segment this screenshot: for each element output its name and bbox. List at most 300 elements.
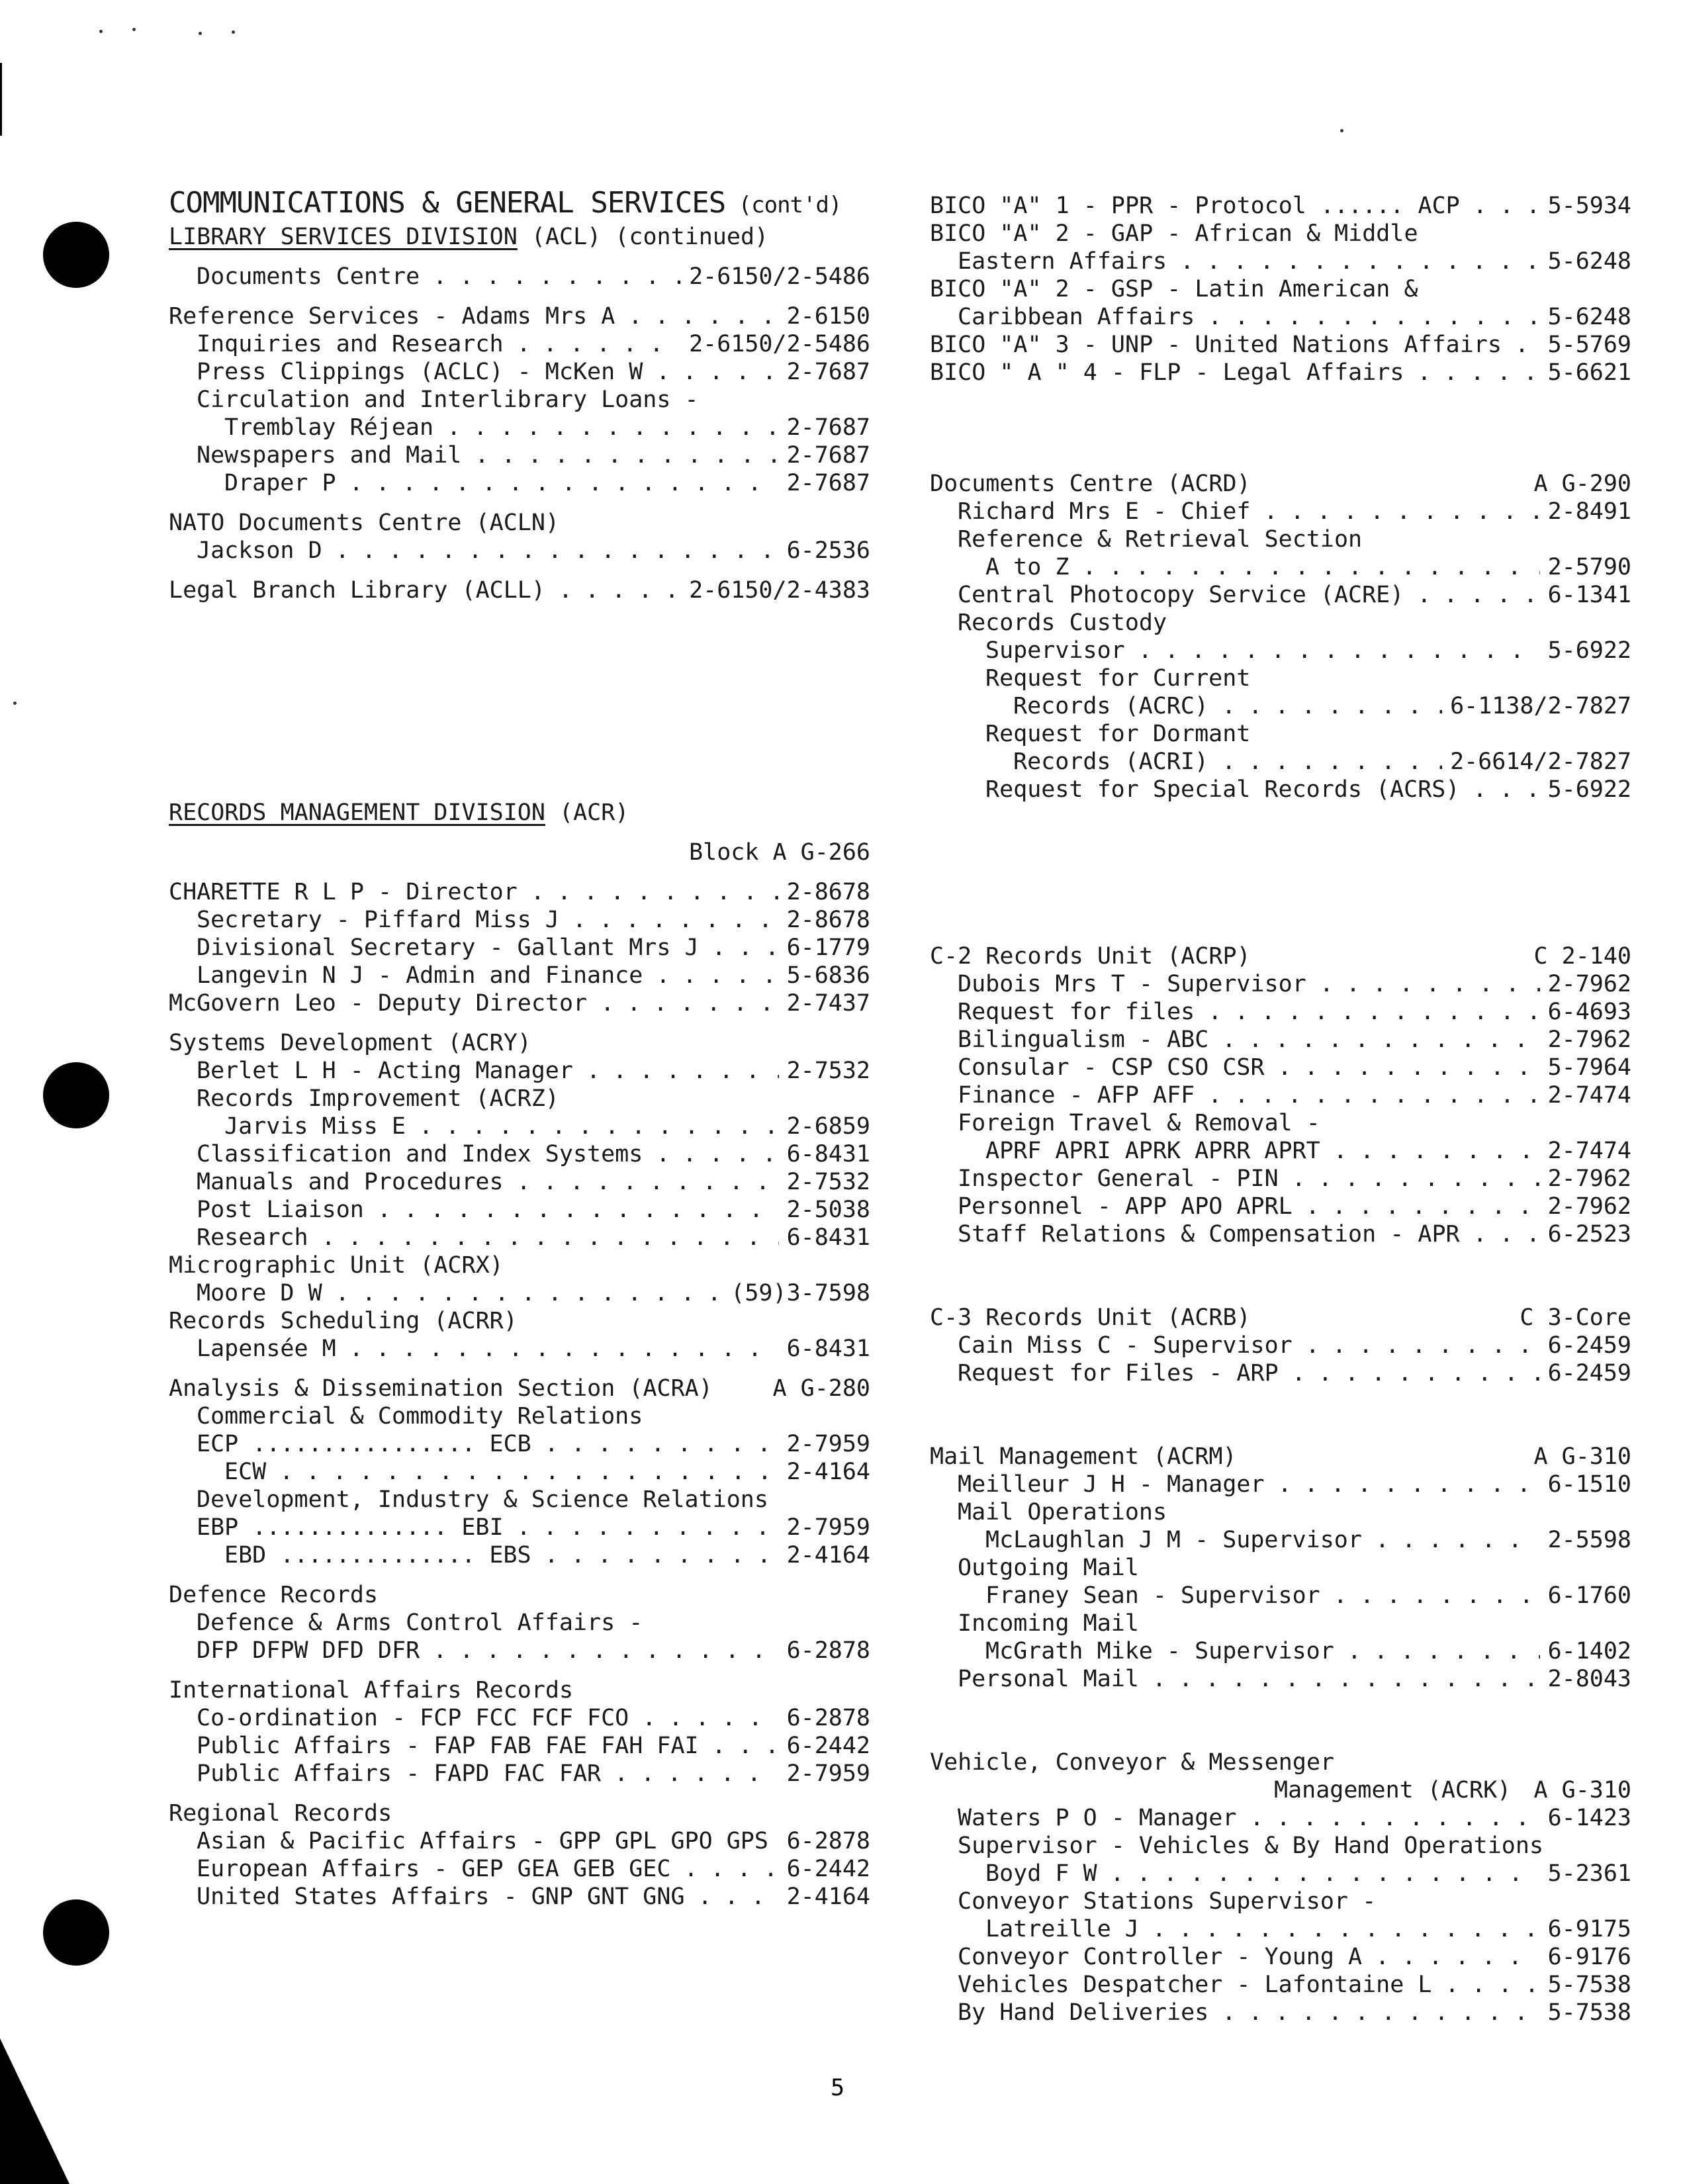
entry-label: Boyd F W . . . xyxy=(985,1860,1631,1888)
entry-label: Dubois Mrs T - Supervisor . . . xyxy=(958,970,1631,998)
directory-entry xyxy=(930,581,1631,609)
spacer xyxy=(169,866,870,878)
entry-phone: 6-8431 xyxy=(779,1224,870,1251)
entry-phone: 6-1510 xyxy=(1540,1471,1631,1498)
entry-phone: 5-6836 xyxy=(779,962,870,989)
entry-label: Manuals and Procedures . . . xyxy=(197,1168,870,1196)
entry-label: NATO Documents Centre (ACLN) xyxy=(169,510,560,536)
directory-entry xyxy=(169,441,870,469)
entry-phone: A G-290 xyxy=(1525,470,1631,498)
entry-label: Request for Special Records (ACRS) . . . xyxy=(985,776,1631,803)
entry-label: Defence & Arms Control Affairs - xyxy=(197,1610,643,1636)
directory-entry xyxy=(930,942,1631,970)
entry-label: Supervisor . . . xyxy=(985,637,1631,664)
directory-entry xyxy=(930,1554,1631,1582)
binder-hole xyxy=(43,1062,109,1128)
scan-speck xyxy=(199,32,202,35)
entry-label: Circulation and Interlibrary Loans - xyxy=(197,387,699,413)
directory-entry xyxy=(169,1514,870,1541)
directory-entry xyxy=(930,1582,1631,1610)
directory-entry xyxy=(169,537,870,565)
entry-label: C-2 Records Unit (ACRP) xyxy=(930,943,1251,970)
scan-edge-mark xyxy=(0,63,2,136)
directory-entry xyxy=(169,1458,870,1486)
directory-entry xyxy=(169,1057,870,1085)
entry-label: Cain Miss C - Supervisor . . . xyxy=(958,1332,1631,1359)
directory-entry xyxy=(930,1471,1631,1498)
left-column xyxy=(169,185,870,1911)
entry-phone: 2-7687 xyxy=(779,441,870,469)
entry-label: Incoming Mail xyxy=(958,1610,1139,1637)
directory-entry xyxy=(930,692,1631,720)
directory-entry xyxy=(169,1581,870,1609)
entry-phone: 5-6922 xyxy=(1540,776,1631,803)
directory-entry xyxy=(930,1220,1631,1248)
entry-phone: 2-7687 xyxy=(779,358,870,386)
page-number: 5 xyxy=(831,2075,845,2101)
directory-entry xyxy=(930,1304,1631,1332)
entry-phone: 2-7437 xyxy=(779,989,870,1017)
entry-phone: 2-6150/2-5486 xyxy=(681,263,870,291)
directory-entry xyxy=(930,609,1631,637)
entry-phone: 5-6922 xyxy=(1540,637,1631,664)
entry-phone: 2-4164 xyxy=(779,1541,870,1569)
scan-speck xyxy=(1340,129,1343,132)
entry-phone: 5-6248 xyxy=(1540,248,1631,275)
directory-entry xyxy=(930,498,1631,525)
entry-phone: 6-1402 xyxy=(1540,1637,1631,1665)
directory-entry xyxy=(169,1760,870,1788)
spacer xyxy=(169,1363,870,1375)
directory-entry xyxy=(930,1637,1631,1665)
heading-suffix: (cont'd) xyxy=(725,192,842,218)
entry-phone: C 2-140 xyxy=(1525,942,1631,970)
entry-label: Latreille J . . . xyxy=(985,1915,1631,1943)
directory-entry xyxy=(930,248,1631,275)
directory-entry xyxy=(930,1749,1631,1776)
entry-label: Lapensée M . . . xyxy=(197,1335,870,1363)
directory-entry xyxy=(930,720,1631,748)
entry-phone: 2-6150/2-5486 xyxy=(681,330,870,358)
entry-label: Bilingualism - ABC . . . xyxy=(958,1026,1631,1054)
directory-entry xyxy=(169,1113,870,1140)
entry-label: Classification and Index Systems . . . xyxy=(197,1140,870,1168)
entry-label: McLaughlan J M - Supervisor . . . xyxy=(985,1526,1631,1554)
entry-label: Mail Management (ACRM) xyxy=(930,1443,1237,1470)
directory-entry xyxy=(930,1888,1631,1915)
entry-label: Post Liaison . . . xyxy=(197,1196,870,1224)
entry-phone: 2-7962 xyxy=(1540,970,1631,998)
entry-label: Conveyor Stations Supervisor - xyxy=(958,1888,1377,1915)
heading-text: COMMUNICATIONS & GENERAL SERVICES xyxy=(169,186,726,220)
section-spacer xyxy=(930,803,1631,942)
entry-label: Research . . . xyxy=(197,1224,870,1251)
entry-label: Franey Sean - Supervisor . . . xyxy=(985,1582,1631,1610)
entry-label: Moore D W . . . xyxy=(197,1279,870,1307)
directory-entry xyxy=(169,1140,870,1168)
directory-entry xyxy=(930,1943,1631,1971)
directory-entry xyxy=(930,1137,1631,1165)
directory-entry xyxy=(930,553,1631,581)
directory-entry xyxy=(930,331,1631,359)
directory-entry xyxy=(169,1168,870,1196)
directory-entry xyxy=(169,906,870,934)
entry-label: Reference & Retrieval Section xyxy=(958,526,1363,553)
entry-label: EBD .............. EBS . . . xyxy=(224,1541,870,1569)
entry-label: Defence Records xyxy=(169,1582,379,1608)
entry-phone: Block A G-266 xyxy=(681,839,870,866)
directory-entry xyxy=(169,1430,870,1458)
entry-label: Analysis & Dissemination Section (ACRA) xyxy=(169,1375,713,1402)
spacer xyxy=(169,827,870,839)
entry-phone: 6-2459 xyxy=(1540,1332,1631,1359)
scan-speck xyxy=(232,30,235,34)
entry-phone: 5-7964 xyxy=(1540,1054,1631,1081)
directory-entry xyxy=(930,664,1631,692)
entry-phone: 2-7532 xyxy=(779,1168,870,1196)
entry-phone: 6-2442 xyxy=(779,1732,870,1760)
directory-entry xyxy=(169,1704,870,1732)
directory-entry xyxy=(169,263,870,291)
entry-label: Request for Dormant xyxy=(985,721,1251,747)
entry-label: Newspapers and Mail . . . xyxy=(197,441,870,469)
spacer xyxy=(169,291,870,302)
entry-phone: 6-8431 xyxy=(779,1335,870,1363)
entry-phone: 2-7962 xyxy=(1540,1165,1631,1193)
entry-label: Documents Centre (ACRD) xyxy=(930,471,1251,497)
entry-label: Caribbean Affairs . . . xyxy=(958,303,1631,331)
entry-label: Records Scheduling (ACRR) xyxy=(169,1308,518,1334)
entry-phone: 6-2536 xyxy=(779,537,870,565)
entry-label: Vehicle, Conveyor & Messenger xyxy=(930,1749,1335,1776)
entry-label: Legal Branch Library (ACLL) . . . xyxy=(169,576,870,604)
entry-phone: 2-6614/2-7827 xyxy=(1442,748,1631,776)
entry-phone: 2-4164 xyxy=(779,1458,870,1486)
entry-label: Divisional Secretary - Gallant Mrs J . . . xyxy=(197,934,870,962)
directory-entry xyxy=(169,414,870,441)
entry-label: EBP .............. EBI . . . xyxy=(197,1514,870,1541)
entry-label: Outgoing Mail xyxy=(958,1555,1139,1581)
directory-entry xyxy=(169,1827,870,1855)
entry-label: Berlet L H - Acting Manager . . . xyxy=(197,1057,870,1085)
entry-label: Records Custody xyxy=(958,610,1167,636)
directory-entry xyxy=(930,1804,1631,1832)
entry-label: Inspector General - PIN . . . xyxy=(958,1165,1631,1193)
entry-phone: 2-6859 xyxy=(779,1113,870,1140)
entry-phone: 2-5790 xyxy=(1540,553,1631,581)
entry-label: Management (ACRK) xyxy=(1274,1777,1512,1803)
directory-entry xyxy=(930,1971,1631,1999)
division-code: (ACL) (continued) xyxy=(517,224,769,250)
directory-entry xyxy=(930,1026,1631,1054)
directory-entry xyxy=(930,776,1631,803)
division-code: (ACR) xyxy=(545,799,629,826)
entry-label: ECW . . . xyxy=(224,1458,870,1486)
entry-label: Personnel - APP APO APRL . . . xyxy=(958,1193,1631,1220)
directory-entry xyxy=(930,748,1631,776)
directory-entry xyxy=(169,1251,870,1279)
entry-phone: 2-8678 xyxy=(779,878,870,906)
directory-entry xyxy=(169,1029,870,1057)
entry-phone: 2-6150 xyxy=(779,302,870,330)
directory-entry xyxy=(169,1196,870,1224)
entry-label: Personal Mail . . . xyxy=(958,1665,1631,1693)
entry-label: Foreign Travel & Removal - xyxy=(958,1110,1320,1136)
entry-phone: 2-5038 xyxy=(779,1196,870,1224)
entry-phone: 2-7532 xyxy=(779,1057,870,1085)
entry-label: A to Z . . . xyxy=(985,553,1631,581)
directory-entry xyxy=(930,1498,1631,1526)
entry-label: BICO "A" 3 - UNP - United Nations Affairs . . . xyxy=(930,331,1631,359)
entry-phone: 6-2459 xyxy=(1540,1359,1631,1387)
entry-phone: 5-5769 xyxy=(1540,331,1631,359)
directory-entry xyxy=(169,1855,870,1883)
directory-entry xyxy=(169,469,870,497)
scan-corner-mark xyxy=(0,2038,69,2184)
entry-label: Request for files . . . xyxy=(958,998,1631,1026)
section-spacer xyxy=(930,1693,1631,1749)
entry-label: Tremblay Réjean . . . xyxy=(224,414,870,441)
directory-entry xyxy=(930,1832,1631,1860)
directory-entry xyxy=(169,1307,870,1335)
entry-phone: A G-280 xyxy=(764,1375,870,1402)
entry-label: Langevin N J - Admin and Finance . . . xyxy=(197,962,870,989)
directory-entry xyxy=(930,470,1631,498)
entry-phone: 2-7474 xyxy=(1540,1081,1631,1109)
section-heading xyxy=(169,185,870,223)
spacer xyxy=(169,1017,870,1029)
section-spacer xyxy=(930,1387,1631,1443)
directory-entry xyxy=(930,359,1631,387)
entry-phone: 2-7687 xyxy=(779,469,870,497)
entry-label: BICO "A" 2 - GAP - African & Middle xyxy=(930,220,1418,247)
entry-label: Jarvis Miss E . . . xyxy=(224,1113,870,1140)
directory-entry xyxy=(169,1637,870,1664)
directory-entry xyxy=(930,1610,1631,1637)
entry-phone: 5-7538 xyxy=(1540,1999,1631,2026)
entry-phone: 2-7687 xyxy=(779,414,870,441)
entry-label: Records (ACRI) . . . xyxy=(1013,748,1631,776)
entry-label: Meilleur J H - Manager . . . xyxy=(958,1471,1631,1498)
entry-label: C-3 Records Unit (ACRB) xyxy=(930,1304,1251,1331)
directory-entry xyxy=(169,1883,870,1911)
entry-phone: 6-8431 xyxy=(779,1140,870,1168)
entry-label: Central Photocopy Service (ACRE) . . . xyxy=(958,581,1631,609)
directory-entry xyxy=(169,509,870,537)
entry-phone: 5-2361 xyxy=(1540,1860,1631,1888)
entry-phone: 2-7474 xyxy=(1540,1137,1631,1165)
entry-phone: 6-1341 xyxy=(1540,581,1631,609)
entry-phone: 6-2878 xyxy=(779,1827,870,1855)
directory-entry xyxy=(930,303,1631,331)
directory-entry xyxy=(930,1526,1631,1554)
directory-entry xyxy=(169,1335,870,1363)
directory-entry xyxy=(930,1860,1631,1888)
entry-phone: 2-6150/2-4383 xyxy=(681,576,870,604)
entry-phone: 6-1779 xyxy=(779,934,870,962)
entry-phone: 6-9175 xyxy=(1540,1915,1631,1943)
entry-phone: 2-7959 xyxy=(779,1430,870,1458)
entry-phone: 6-1138/2-7827 xyxy=(1442,692,1631,720)
entry-label: Waters P O - Manager . . . xyxy=(958,1804,1631,1832)
entry-label: Request for Current xyxy=(985,665,1251,692)
entry-label: Press Clippings (ACLC) - McKen W . . . xyxy=(197,358,870,386)
entry-label: Public Affairs - FAP FAB FAE FAH FAI . . . xyxy=(197,1732,870,1760)
directory-entry xyxy=(169,1732,870,1760)
directory-entry xyxy=(169,839,870,866)
entry-label: Draper P . . . xyxy=(224,469,870,497)
entry-label: By Hand Deliveries . . . xyxy=(958,1999,1631,2026)
directory-entry xyxy=(169,302,870,330)
entry-label: McGrath Mike - Supervisor . . . xyxy=(985,1637,1631,1665)
spacer xyxy=(169,497,870,509)
entry-phone: 6-4693 xyxy=(1540,998,1631,1026)
entry-label: Records (ACRC) . . . xyxy=(1013,692,1631,720)
entry-label: Richard Mrs E - Chief . . . xyxy=(958,498,1631,525)
entry-phone: 2-7959 xyxy=(779,1760,870,1788)
entry-label: CHARETTE R L P - Director . . . xyxy=(169,878,870,906)
directory-entry xyxy=(169,358,870,386)
entry-label: Vehicles Despatcher - Lafontaine L . . . xyxy=(958,1971,1631,1999)
entry-label: European Affairs - GEP GEA GEB GEC . . . xyxy=(197,1855,870,1883)
entry-label: Records Improvement (ACRZ) xyxy=(197,1085,559,1112)
spacer xyxy=(169,1664,870,1676)
entry-phone: A G-310 xyxy=(1525,1443,1631,1471)
entry-label: Finance - AFP AFF . . . xyxy=(958,1081,1631,1109)
division-name: RECORDS MANAGEMENT DIVISION xyxy=(169,799,545,826)
directory-entry xyxy=(930,1665,1631,1693)
directory-entry xyxy=(169,1486,870,1514)
entry-label: Mail Operations xyxy=(958,1499,1167,1525)
directory-entry xyxy=(169,386,870,414)
entry-label: BICO "A" 1 - PPR - Protocol ...... ACP . . . xyxy=(930,192,1631,220)
scan-speck xyxy=(99,30,103,33)
entry-phone: A G-310 xyxy=(1525,1776,1631,1804)
directory-entry xyxy=(930,220,1631,248)
entry-label: Eastern Affairs . . . xyxy=(958,248,1631,275)
binder-hole xyxy=(43,1899,109,1966)
directory-entry xyxy=(930,998,1631,1026)
entry-label: APRF APRI APRK APRR APRT . . . xyxy=(985,1137,1631,1165)
entry-label: Regional Records xyxy=(169,1800,392,1827)
entry-phone: 5-5934 xyxy=(1540,192,1631,220)
section-spacer xyxy=(930,387,1631,470)
directory-entry xyxy=(169,1224,870,1251)
entry-label: Conveyor Controller - Young A . . . xyxy=(958,1943,1631,1971)
entry-phone: 6-2878 xyxy=(779,1637,870,1664)
spacer xyxy=(169,251,870,263)
entry-phone: 2-7962 xyxy=(1540,1026,1631,1054)
directory-entry xyxy=(930,192,1631,220)
spacer xyxy=(169,1788,870,1799)
entry-label: Request for Files - ARP . . . xyxy=(958,1359,1631,1387)
directory-entry xyxy=(930,1999,1631,2026)
directory-entry xyxy=(169,576,870,604)
division-name: LIBRARY SERVICES DIVISION xyxy=(169,224,518,250)
directory-entry xyxy=(169,1402,870,1430)
division-heading xyxy=(169,223,870,251)
directory-entry xyxy=(169,878,870,906)
entry-label: Jackson D . . . xyxy=(197,537,870,565)
directory-entry xyxy=(930,1054,1631,1081)
entry-phone: 6-9176 xyxy=(1540,1943,1631,1971)
entry-phone: 5-7538 xyxy=(1540,1971,1631,1999)
directory-entry xyxy=(169,934,870,962)
directory-entry xyxy=(930,525,1631,553)
directory-entry xyxy=(169,962,870,989)
directory-entry xyxy=(930,1915,1631,1943)
directory-entry xyxy=(930,1165,1631,1193)
entry-phone: C 3-Core xyxy=(1512,1304,1631,1332)
directory-entry xyxy=(169,1375,870,1402)
directory-entry xyxy=(930,1443,1631,1471)
entry-label: BICO "A" 2 - GSP - Latin American & xyxy=(930,276,1418,302)
entry-phone: 2-4164 xyxy=(779,1883,870,1911)
entry-phone: 6-2442 xyxy=(779,1855,870,1883)
entry-label: Public Affairs - FAPD FAC FAR . . . xyxy=(197,1760,870,1788)
directory-entry xyxy=(169,1676,870,1704)
entry-label: ECP ................ ECB . . . xyxy=(197,1430,870,1458)
entry-label: BICO " A " 4 - FLP - Legal Affairs . . . xyxy=(930,359,1631,387)
directory-entry xyxy=(930,275,1631,303)
right-column xyxy=(930,192,1631,2026)
directory-entry xyxy=(930,1109,1631,1137)
entry-label: Inquiries and Research . . . xyxy=(197,330,870,358)
directory-entry xyxy=(930,637,1631,664)
directory-entry xyxy=(169,1279,870,1307)
scan-speck xyxy=(13,702,17,705)
directory-entry xyxy=(930,1081,1631,1109)
entry-label: Staff Relations & Compensation - APR . . . xyxy=(958,1220,1631,1248)
entry-label: Secretary - Piffard Miss J . . . xyxy=(197,906,870,934)
entry-phone: 2-7962 xyxy=(1540,1193,1631,1220)
entry-label: DFP DFPW DFD DFR . . . xyxy=(197,1637,870,1664)
entry-phone: 2-5598 xyxy=(1540,1526,1631,1554)
entry-phone: 5-6621 xyxy=(1540,359,1631,387)
entry-label: Commercial & Commodity Relations xyxy=(197,1403,643,1430)
entry-label: Consular - CSP CSO CSR . . . xyxy=(958,1054,1631,1081)
entry-label: United States Affairs - GNP GNT GNG . . . xyxy=(197,1883,870,1911)
entry-label: International Affairs Records xyxy=(169,1677,574,1704)
entry-label: Documents Centre . . . xyxy=(197,263,870,291)
entry-phone: 6-2878 xyxy=(779,1704,870,1732)
directory-entry xyxy=(169,1609,870,1637)
entry-label: Micrographic Unit (ACRX) xyxy=(169,1252,504,1279)
entry-label: Development, Industry & Science Relations xyxy=(197,1486,768,1513)
directory-entry xyxy=(169,989,870,1017)
section-spacer xyxy=(930,1248,1631,1304)
directory-entry xyxy=(169,330,870,358)
section-spacer xyxy=(169,604,870,799)
directory-entry xyxy=(169,1799,870,1827)
entry-phone: 2-8678 xyxy=(779,906,870,934)
directory-entry xyxy=(930,1359,1631,1387)
entry-phone: 5-6248 xyxy=(1540,303,1631,331)
entry-phone: 6-1760 xyxy=(1540,1582,1631,1610)
directory-entry xyxy=(169,1085,870,1113)
entry-phone: 6-1423 xyxy=(1540,1804,1631,1832)
entry-phone: (59)3-7598 xyxy=(723,1279,870,1307)
entry-phone: 6-2523 xyxy=(1540,1220,1631,1248)
entry-label: Asian & Pacific Affairs - GPP GPL GPO GPS xyxy=(197,1828,768,1854)
directory-entry xyxy=(930,1332,1631,1359)
entry-label: Supervisor - Vehicles & By Hand Operations xyxy=(958,1833,1544,1859)
spacer xyxy=(169,1569,870,1581)
directory-entry xyxy=(930,970,1631,998)
entry-phone: 2-8491 xyxy=(1540,498,1631,525)
division-heading xyxy=(169,799,870,827)
entry-label: Co-ordination - FCP FCC FCF FCO . . . xyxy=(197,1704,870,1732)
